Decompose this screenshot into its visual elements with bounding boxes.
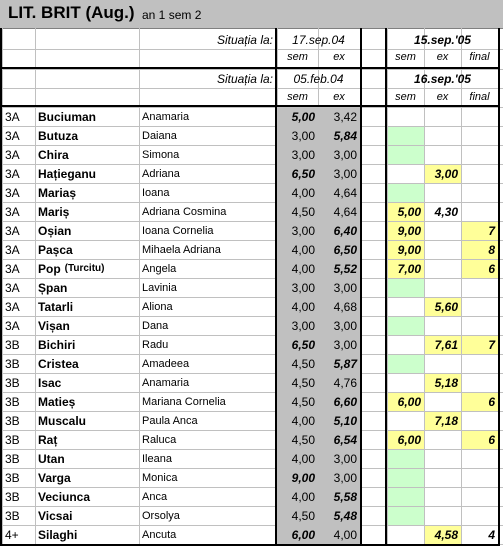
group-cell[interactable]: 3A <box>5 318 20 333</box>
group-cell[interactable]: 3A <box>5 185 20 200</box>
exam-grade-cell[interactable]: 3,42 <box>333 109 357 124</box>
sem-grade-2005-cell[interactable] <box>387 107 424 126</box>
final-grade-cell[interactable] <box>461 354 498 373</box>
final-grade-cell[interactable] <box>461 449 498 468</box>
first-name-cell[interactable]: Ioana <box>142 186 170 199</box>
exam-grade-2005-cell[interactable]: 7,61 <box>434 337 458 352</box>
sem-grade-cell[interactable]: 3,00 <box>291 147 315 162</box>
first-name-cell[interactable]: Adriana Cosmina <box>142 205 227 218</box>
group-cell[interactable]: 3A <box>5 280 20 295</box>
sem-grade-2005-cell[interactable] <box>387 278 424 297</box>
last-name: Varga <box>38 470 71 485</box>
group-cell[interactable]: 3A <box>5 261 20 276</box>
exam-grade-cell[interactable]: 5,48 <box>333 508 357 523</box>
exam-grade-2005-cell[interactable] <box>424 126 461 145</box>
col-header-ex-1b: ex <box>436 51 449 63</box>
exam-grade-cell[interactable]: 6,54 <box>333 432 357 447</box>
sem-grade-cell[interactable]: 6,00 <box>291 527 315 542</box>
first-name-cell[interactable]: Dana <box>142 319 169 332</box>
sem-grade-cell[interactable]: 3,00 <box>291 318 315 333</box>
last-name: Oșian <box>38 223 72 238</box>
col-header-final-2b: final <box>469 90 490 103</box>
border-grades2-left <box>385 28 387 544</box>
group-cell[interactable]: 3B <box>5 394 20 409</box>
last-name: Pop <box>38 261 61 276</box>
last-name-cell[interactable] <box>35 392 139 411</box>
last-name-cell[interactable] <box>35 145 139 164</box>
sem-grade-cell[interactable]: 9,00 <box>291 470 315 485</box>
exam-grade-2005-cell[interactable]: 5,60 <box>434 299 458 314</box>
sem-grade-2005-cell[interactable] <box>387 316 424 335</box>
sem-grade-cell[interactable]: 4,50 <box>291 394 315 409</box>
last-name-cell[interactable] <box>35 164 139 183</box>
first-name-cell[interactable]: Simona <box>142 148 180 161</box>
exam-grade-2005-cell[interactable] <box>424 468 461 487</box>
sem-grade-2005-cell[interactable] <box>387 354 424 373</box>
last-name: Matieș <box>38 394 76 409</box>
first-name-cell[interactable]: Ancuta <box>142 528 177 541</box>
exam-grade-cell[interactable]: 4,76 <box>333 375 357 390</box>
exam-grade-2005-cell[interactable] <box>424 240 461 259</box>
exam-grade-2005-cell[interactable] <box>424 316 461 335</box>
first-name-cell[interactable]: Angela <box>142 262 177 275</box>
exam-grade-cell[interactable]: 3,00 <box>333 318 357 333</box>
sem-grade-2005-cell[interactable]: 9,00 <box>397 223 421 238</box>
last-name: Muscalu <box>38 413 87 428</box>
last-name-cell[interactable] <box>35 126 139 145</box>
sem-grade-cell[interactable]: 4,50 <box>291 204 315 219</box>
final-grade-cell[interactable] <box>461 316 498 335</box>
sheet-subtitle: an 1 sem 2 <box>142 8 202 22</box>
first-name-cell[interactable]: Mariana Cornelia <box>142 395 226 408</box>
last-name: Chira <box>38 147 69 162</box>
exam-grade-2005-cell[interactable]: 4,58 <box>434 527 458 542</box>
sem-grade-2005-cell[interactable] <box>387 297 424 316</box>
last-name: Hațieganu <box>38 166 97 181</box>
exam-grade-2005-cell[interactable] <box>424 354 461 373</box>
exam-grade-2005-cell[interactable]: 7,18 <box>434 413 458 428</box>
first-name-cell[interactable]: Amadeea <box>142 357 190 370</box>
final-grade-cell[interactable]: 8 <box>488 242 495 257</box>
sem-grade-cell[interactable]: 6,50 <box>291 166 315 181</box>
sem-grade-cell[interactable]: 3,00 <box>291 128 315 143</box>
exam-grade-2005-cell[interactable] <box>424 430 461 449</box>
last-name: Tatarli <box>38 299 74 314</box>
final-grade-cell[interactable] <box>461 164 498 183</box>
sem-grade-2005-cell[interactable] <box>387 373 424 392</box>
final-grade-cell[interactable] <box>461 126 498 145</box>
first-name-cell[interactable]: Orsolya <box>142 509 180 522</box>
final-grade-cell[interactable] <box>461 297 498 316</box>
col-header-sem-2: sem <box>287 90 308 103</box>
situation-label-1: Situația la: <box>216 32 273 47</box>
last-name-cell[interactable] <box>35 259 139 278</box>
sem-grade-2005-cell[interactable]: 7,00 <box>397 261 421 276</box>
group-cell[interactable]: 3A <box>5 166 20 181</box>
sheet-title: LIT. BRIT (Aug.) <box>8 3 135 22</box>
first-name-cell[interactable]: Anamaria <box>142 110 190 123</box>
group-cell[interactable]: 3A <box>5 242 20 257</box>
last-name-cell[interactable] <box>35 525 139 544</box>
final-grade-cell[interactable] <box>461 278 498 297</box>
col-header-sem-1: sem <box>287 51 308 63</box>
sem-grade-cell[interactable]: 4,50 <box>291 356 315 371</box>
first-name-cell[interactable]: Mihaela Adriana <box>142 243 221 256</box>
last-name-cell[interactable] <box>35 183 139 202</box>
last-name-cell[interactable] <box>35 335 139 354</box>
first-name-cell[interactable]: Daiana <box>142 129 177 142</box>
sem-grade-cell[interactable]: 4,00 <box>291 451 315 466</box>
last-name-cell[interactable] <box>35 430 139 449</box>
last-name-cell[interactable] <box>35 411 139 430</box>
final-grade-cell[interactable] <box>461 411 498 430</box>
last-name-cell[interactable] <box>35 316 139 335</box>
first-name-cell[interactable]: Anca <box>142 490 168 503</box>
exam-grade-cell[interactable]: 5,52 <box>333 261 357 276</box>
final-grade-cell[interactable] <box>461 468 498 487</box>
first-name-cell[interactable]: Monica <box>142 471 178 484</box>
situation-label-2: Situația la: <box>216 71 273 86</box>
last-name: Mariaș <box>38 185 77 200</box>
group-cell[interactable]: 3A <box>5 204 20 219</box>
situation-date-2[interactable]: 05.feb.04 <box>293 71 344 86</box>
final-grade-cell[interactable] <box>461 183 498 202</box>
final-grade-cell[interactable]: 4 <box>488 527 495 542</box>
exam-grade-2005-cell[interactable] <box>424 278 461 297</box>
last-name-cell[interactable] <box>35 107 139 126</box>
final-grade-cell[interactable] <box>461 107 498 126</box>
last-name-cell[interactable] <box>35 240 139 259</box>
first-name-cell[interactable]: Anamaria <box>142 376 190 389</box>
group-cell[interactable]: 3A <box>5 128 20 143</box>
last-name-cell[interactable] <box>35 449 139 468</box>
last-name-cell[interactable] <box>35 202 139 221</box>
last-name: Butuza <box>38 128 78 143</box>
final-grade-cell[interactable] <box>461 487 498 506</box>
exam-grade-cell[interactable]: 6,50 <box>333 242 357 257</box>
sem-grade-cell[interactable]: 5,00 <box>291 109 315 124</box>
last-name: Vișan <box>38 318 70 333</box>
sem-grade-2005-cell[interactable]: 6,00 <box>397 394 421 409</box>
last-name-cell[interactable] <box>35 487 139 506</box>
first-name-cell[interactable]: Ileana <box>142 452 172 465</box>
sem-grade-cell[interactable]: 4,00 <box>291 413 315 428</box>
col-header-sem-2b: sem <box>395 90 416 103</box>
sem-grade-2005-cell[interactable] <box>387 449 424 468</box>
group-cell[interactable]: 4+ <box>5 527 19 542</box>
border-header-bottom <box>0 105 500 107</box>
border-grades-right <box>360 28 362 544</box>
last-name: Pașca <box>38 242 73 257</box>
exam-grade-cell[interactable]: 5,84 <box>333 128 357 143</box>
exam-grade-cell[interactable]: 4,64 <box>333 204 357 219</box>
sem-grade-2005-cell[interactable] <box>387 126 424 145</box>
exam-grade-cell[interactable]: 5,58 <box>333 489 357 504</box>
sem-grade-2005-cell[interactable] <box>387 487 424 506</box>
border-bottom <box>0 544 500 546</box>
last-name: Vicsai <box>38 508 73 523</box>
sem-grade-cell[interactable]: 3,00 <box>291 280 315 295</box>
exam-grade-2005-cell[interactable] <box>424 183 461 202</box>
final-grade-cell[interactable]: 6 <box>488 261 495 276</box>
final-grade-cell[interactable] <box>461 202 498 221</box>
situation-date-1b[interactable]: 15.sep.'05 <box>414 32 471 47</box>
last-name: Raț <box>38 432 58 447</box>
group-cell[interactable]: 3A <box>5 223 20 238</box>
exam-grade-2005-cell[interactable] <box>424 487 461 506</box>
sem-grade-cell[interactable]: 4,50 <box>291 375 315 390</box>
last-name: Silaghi <box>38 527 78 542</box>
group-cell[interactable]: 3B <box>5 489 20 504</box>
exam-grade-cell[interactable]: 5,87 <box>333 356 357 371</box>
last-name-cell[interactable] <box>35 373 139 392</box>
first-name-cell[interactable]: Ioana Cornelia <box>142 224 214 237</box>
first-name-cell[interactable]: Paula Anca <box>142 414 198 427</box>
group-cell[interactable]: 3B <box>5 432 20 447</box>
final-grade-cell[interactable] <box>461 373 498 392</box>
group-cell[interactable]: 3A <box>5 147 20 162</box>
last-name: Isac <box>38 375 62 390</box>
col-header-sem-1b: sem <box>395 51 416 63</box>
exam-grade-cell[interactable]: 3,00 <box>333 147 357 162</box>
group-cell[interactable]: 3B <box>5 508 20 523</box>
sem-grade-2005-cell[interactable] <box>387 164 424 183</box>
first-name-cell[interactable]: Aliona <box>142 300 173 313</box>
last-name-cell[interactable] <box>35 506 139 525</box>
sem-grade-2005-cell[interactable]: 6,00 <box>397 432 421 447</box>
exam-grade-2005-cell[interactable] <box>424 145 461 164</box>
group-cell[interactable]: 3A <box>5 109 20 124</box>
exam-grade-2005-cell[interactable] <box>424 506 461 525</box>
first-name-cell[interactable]: Lavinia <box>142 281 177 294</box>
last-name-cell[interactable] <box>35 468 139 487</box>
sem-grade-2005-cell[interactable] <box>387 145 424 164</box>
first-name-cell[interactable]: Radu <box>142 338 169 351</box>
group-cell[interactable]: 3B <box>5 413 20 428</box>
sem-grade-cell[interactable]: 3,00 <box>291 223 315 238</box>
exam-grade-cell[interactable]: 6,60 <box>333 394 357 409</box>
last-name: Veciunca <box>38 489 91 504</box>
group-cell[interactable]: 3B <box>5 356 20 371</box>
last-name: Mariș <box>38 204 70 219</box>
last-name-cell[interactable] <box>35 297 139 316</box>
exam-grade-2005-cell[interactable] <box>424 259 461 278</box>
exam-grade-2005-cell[interactable]: 3,00 <box>434 166 458 181</box>
sem-grade-cell[interactable]: 6,50 <box>291 337 315 352</box>
sem-grade-cell[interactable]: 4,00 <box>291 489 315 504</box>
group-cell[interactable]: 3B <box>5 337 20 352</box>
situation-date-1[interactable]: 17.sep.04 <box>292 32 345 47</box>
final-grade-cell[interactable]: 6 <box>488 394 495 409</box>
exam-grade-cell[interactable]: 3,00 <box>333 337 357 352</box>
exam-grade-2005-cell[interactable] <box>424 107 461 126</box>
last-name-cell[interactable] <box>35 221 139 240</box>
exam-grade-cell[interactable]: 5,10 <box>333 413 357 428</box>
group-cell[interactable]: 3B <box>5 375 20 390</box>
situation-date-2b[interactable]: 16.sep.'05 <box>414 71 471 86</box>
final-grade-cell[interactable] <box>461 145 498 164</box>
sem-grade-cell[interactable]: 4,00 <box>291 261 315 276</box>
col-header-ex-2b: ex <box>436 90 449 103</box>
exam-grade-cell[interactable]: 6,40 <box>333 223 357 238</box>
exam-grade-2005-cell[interactable]: 4,30 <box>434 204 458 219</box>
exam-grade-2005-cell[interactable] <box>424 221 461 240</box>
exam-grade-cell[interactable]: 4,64 <box>333 185 357 200</box>
first-name-cell[interactable]: Adriana <box>142 167 180 180</box>
sem-grade-cell[interactable]: 4,00 <box>291 185 315 200</box>
col-header-final-1b: final <box>469 51 490 63</box>
sem-grade-2005-cell[interactable]: 5,00 <box>397 204 421 219</box>
final-grade-cell[interactable] <box>461 506 498 525</box>
sem-grade-2005-cell[interactable] <box>387 183 424 202</box>
border-header-mid <box>0 67 500 69</box>
sem-grade-cell[interactable]: 4,00 <box>291 242 315 257</box>
exam-grade-2005-cell[interactable]: 5,18 <box>434 375 458 390</box>
last-name-cell[interactable] <box>35 278 139 297</box>
sem-grade-2005-cell[interactable] <box>387 506 424 525</box>
exam-grade-2005-cell[interactable] <box>424 392 461 411</box>
sem-grade-cell[interactable]: 4,50 <box>291 508 315 523</box>
exam-grade-2005-cell[interactable] <box>424 449 461 468</box>
last-name: Cristea <box>38 356 79 371</box>
first-name-cell[interactable]: Raluca <box>142 433 177 446</box>
col-header-ex-1: ex <box>333 51 345 63</box>
sem-grade-cell[interactable]: 4,50 <box>291 432 315 447</box>
last-name: Buciuman <box>38 109 97 124</box>
final-grade-cell[interactable]: 6 <box>488 432 495 447</box>
sem-grade-2005-cell[interactable] <box>387 468 424 487</box>
border-grades-left <box>275 28 277 544</box>
last-name-note: (Turcitu) <box>64 263 105 274</box>
col-header-ex-2: ex <box>333 90 345 103</box>
last-name: Utan <box>38 451 65 466</box>
sem-grade-2005-cell[interactable] <box>387 411 424 430</box>
exam-grade-cell[interactable]: 3,00 <box>333 280 357 295</box>
exam-grade-cell[interactable]: 4,68 <box>333 299 357 314</box>
exam-grade-cell[interactable]: 3,00 <box>333 451 357 466</box>
sheet-title-bar <box>0 0 503 29</box>
exam-grade-cell[interactable]: 3,00 <box>333 470 357 485</box>
last-name-cell[interactable] <box>35 354 139 373</box>
sem-grade-cell[interactable]: 4,00 <box>291 299 315 314</box>
exam-grade-cell[interactable]: 4,00 <box>333 527 357 542</box>
group-cell[interactable]: 3B <box>5 470 20 485</box>
last-name: Șpan <box>38 280 68 295</box>
group-cell[interactable]: 3B <box>5 451 20 466</box>
final-grade-cell[interactable]: 7 <box>488 337 495 352</box>
last-name: Bichiri <box>38 337 76 352</box>
sem-grade-2005-cell[interactable] <box>387 525 424 544</box>
group-cell[interactable]: 3A <box>5 299 20 314</box>
final-grade-cell[interactable]: 7 <box>488 223 495 238</box>
sem-grade-2005-cell[interactable] <box>387 335 424 354</box>
sem-grade-2005-cell[interactable]: 9,00 <box>397 242 421 257</box>
exam-grade-cell[interactable]: 3,00 <box>333 166 357 181</box>
